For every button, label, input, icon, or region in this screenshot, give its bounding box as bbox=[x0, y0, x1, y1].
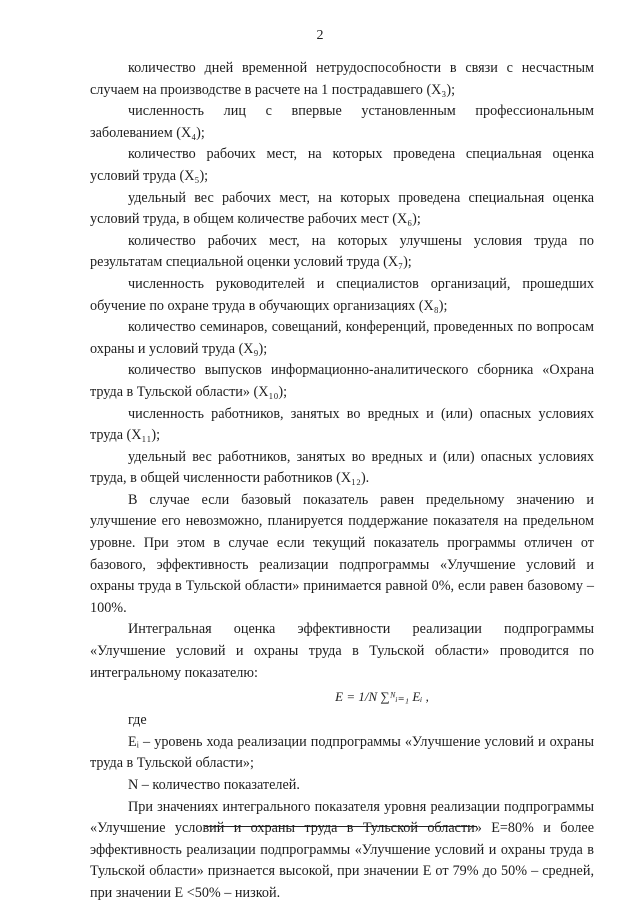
footer-divider bbox=[205, 826, 477, 827]
indicator-x5: количество рабочих мест, на которых проведена специальная оценка условий труда (X₅); bbox=[90, 146, 594, 184]
indicator-x6: удельный вес рабочих мест, на которых проведена специальная оценка условий труда, в общем количестве рабочих мест (X₆); bbox=[90, 189, 594, 228]
indicator-x12: удельный вес работников, занятых во вредных и (или) опасных условиях труда, в общей численности работников (X₁₂). bbox=[90, 448, 594, 487]
indicator-x7: количество рабочих мест, на которых улучшены условия труда по результатам специальной оценки условий труда (X₇); bbox=[90, 232, 594, 271]
indicator-x10: количество выпусков информационно-аналитического сборника «Охрана труда в Тульской области» (X₁₀); bbox=[90, 362, 594, 400]
document-body bbox=[90, 58, 594, 905]
conclusion-paragraph: При значениях интегрального показателя уровня реализации подпрограммы «Улучшение условий и охраны труда в Тульской области» E=80% и более эффективность реализации подпрограммы «Улучшение условий и охраны труда в Тульской области» признается высокой, при значении E от 79% до 50% – средней, при значении E <50% – низкой. bbox=[90, 798, 594, 901]
indicator-x11: численность работников, занятых во вредных и (или) опасных условиях труда (X₁₁); bbox=[90, 405, 594, 444]
where-label: где bbox=[128, 712, 147, 729]
baseline-paragraph: В случае если базовый показатель равен предельному значению и улучшение его невозможно, планируется поддержание показателя на предельном уровне. При этом в случае если текущий показатель программы отличен от базового, эффективность реализации подпрограммы «Улучшение условий и охраны труда в Тульской области» принимается равной 0%, если равен базовому – 100%. bbox=[90, 491, 594, 616]
page-number: 2 bbox=[316, 28, 324, 43]
definition-ei: Eᵢ – уровень хода реализации подпрограммы «Улучшение условий и охраны труда в Тульской области»; bbox=[90, 733, 594, 772]
indicator-x4: численность лиц с впервые установленным профессиональным заболеванием (X₄); bbox=[90, 103, 594, 141]
definition-n: N – количество показателей. bbox=[128, 777, 300, 793]
indicator-x9: количество семинаров, совещаний, конференций, проведенных по вопросам охраны и условий труда (X₉); bbox=[90, 319, 594, 357]
integral-formula: E = 1/N ∑ᴺᵢ₌₁ Eᵢ , bbox=[335, 689, 429, 705]
integral-paragraph: Интегральная оценка эффективности реализации подпрограммы «Улучшение условий и охраны труда в Тульской области» проводится по интегральному показателю: bbox=[90, 621, 594, 681]
indicator-x8: численность руководителей и специалистов организаций, прошедших обучение по охране труда в обучающих организациях (X₈); bbox=[90, 275, 594, 314]
indicator-x3: количество дней временной нетрудоспособности в связи с несчастным случаем на производстве в расчете на 1 пострадавшего (X₃); bbox=[90, 60, 594, 98]
